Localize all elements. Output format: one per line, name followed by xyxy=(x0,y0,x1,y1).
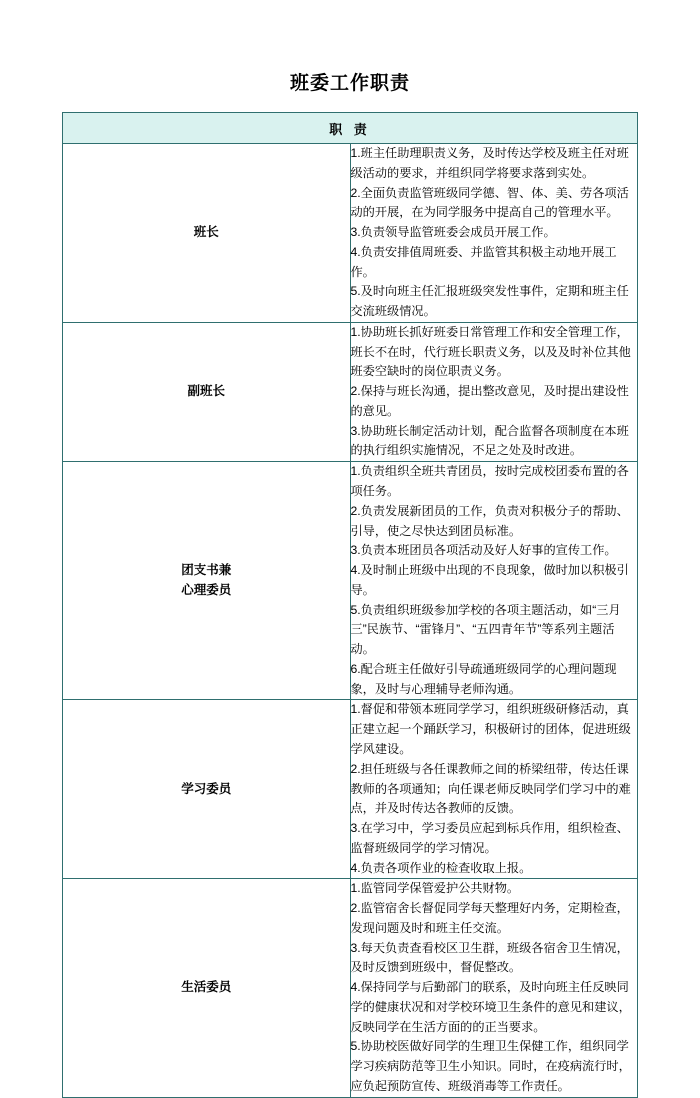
table-row xyxy=(63,700,638,879)
duty-text-0: 1.班主任助理职责义务，及时传达学校及班主任对班级活动的要求，并组织同学将要求落到实处。 2.全面负责监管班级同学德、智、体、美、劳各项活动的开展，在为同学服务中提高自己的管理水平。 3.负责领导监管班委会成员开展工作。 4.负责安排值周班委、并监管其积极主动地开展工作。 5.及时向班主任汇报班级突发性事件，定期和班主任交流班级情况。 xyxy=(350,144,638,323)
table-row xyxy=(63,322,638,461)
table-row xyxy=(63,879,638,1097)
duty-text-1: 1.协助班长抓好班委日常管理工作和安全管理工作，班长不在时，代行班长职责义务，以及及时补位其他班委空缺时的岗位职责义务。 2.保持与班长沟通，提出整改意见，及时提出建设性的意见。 3.协助班长制定活动计划，配合监督各项制度在本班的执行组织实施情况，不足之处及时改进。 xyxy=(350,322,638,461)
role-label-4: 生活委员 xyxy=(63,879,351,1097)
duty-text-4: 1.监管同学保管爱护公共财物。 2.监管宿舍长督促同学每天整理好内务，定期检查，发现问题及时和班主任交流。 3.每天负责查看校区卫生群，班级各宿舍卫生情况，及时反馈到班级中，督促整改。 4.保持同学与后勤部门的联系，及时向班主任反映同学的健康状况和对学校环境卫生条件的意见和建议，反映同学在生活方面的的正当要求。 5.协助校医做好同学的生理卫生保健工作，组织同学学习疾病防范等卫生小知识。同时，在疫病流行时，应负起预防宣传、班级消毒等工作责任。 xyxy=(350,879,638,1097)
table-row xyxy=(63,144,638,323)
duty-table xyxy=(62,112,638,1098)
role-label-0: 班长 xyxy=(63,144,351,323)
page-title: 班委工作职责 xyxy=(289,73,410,94)
duty-text-2: 1.负责组织全班共青团员，按时完成校团委布置的各项任务。 2.负责发展新团员的工作，负责对积极分子的帮助、引导，使之尽快达到团员标准。 3.负责本班团员各项活动及好人好事的宣传工作。 4.及时制止班级中出现的不良现象，做时加以积极引导。 5.负责组织班级参加学校的各项主题活动，如“三月三”民族节、“雷锋月”、“五四青年节”等系列主题活动。 6.配合班主任做好引导疏通班级同学的心理问题现象，及时与心理辅导老师沟通。 xyxy=(350,462,638,700)
column-header-duty: 职 责 xyxy=(63,113,638,144)
table-header-row xyxy=(63,113,638,144)
document-page xyxy=(0,68,700,1093)
role-label-2: 团支书兼 心理委员 xyxy=(63,462,351,700)
role-label-1: 副班长 xyxy=(63,322,351,461)
role-label-3: 学习委员 xyxy=(63,700,351,879)
table-row xyxy=(63,462,638,700)
duty-text-3: 1.督促和带领本班同学学习，组织班级研修活动，真正建立起一个踊跃学习，积极研讨的团体，促进班级学风建设。 2.担任班级与各任课教师之间的桥梁纽带，传达任课教师的各项通知；向任课老师反映同学们学习中的难点，并及时传达各教师的反馈。 3.在学习中，学习委员应起到标兵作用，组织检查、监督班级同学的学习情况。 4.负责各项作业的检查收取上报。 xyxy=(350,700,638,879)
